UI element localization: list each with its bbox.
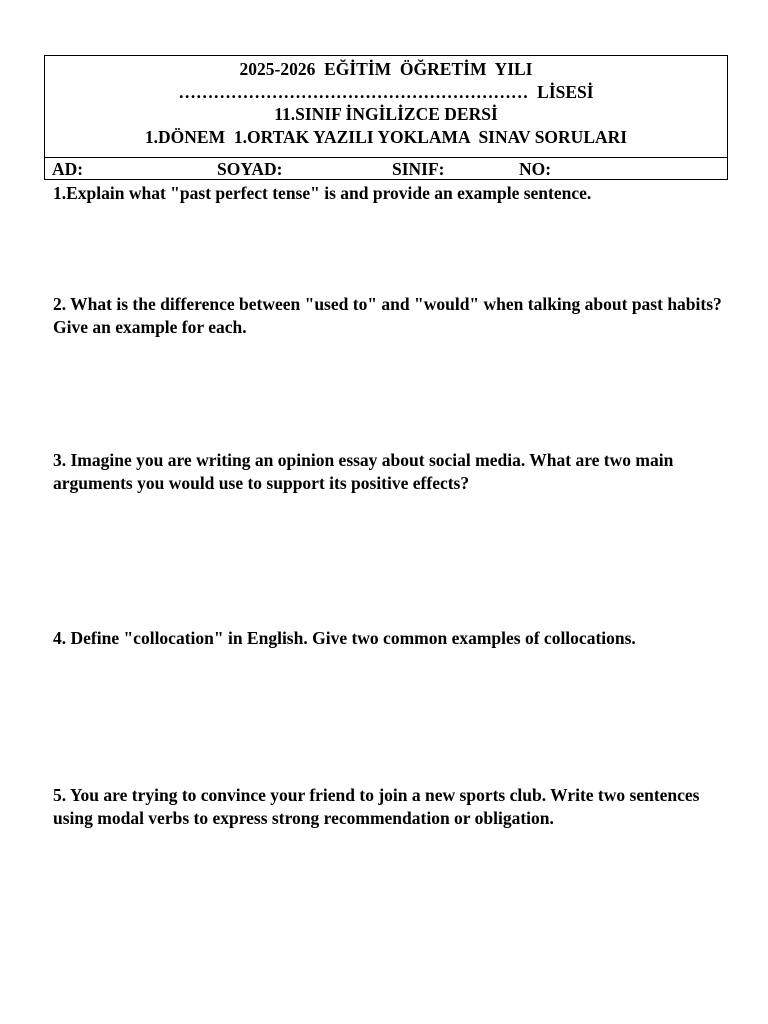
question-2: 2. What is the difference between "used to" and "would" when talking about past habits? Give an example for each. [53,294,722,337]
course-title: 11.SINIF İNGİLİZCE DERSİ [274,104,498,124]
surname-label: SOYAD: [217,159,283,179]
question-5: 5. You are trying to convince your friend to join a new sports club. Write two sentences using modal verbs to express strong recommendation or obligation. [53,785,700,828]
number-label: NO: [519,159,552,179]
academic-year-title: 2025-2026 EĞİTİM ÖĞRETİM YILI [239,59,533,79]
question-1: 1.Explain what "past perfect tense" is and provide an example sentence. [53,183,592,203]
exam-title-block [45,58,727,148]
school-name-line: …………………………………………………… LİSESİ [178,81,594,102]
class-label: SINIF: [392,159,445,179]
question-3: 3. Imagine you are writing an opinion essay about social media. What are two main arguments you would use to support its positive effects? [53,450,674,493]
student-info-row [45,157,727,180]
name-label: AD: [52,159,84,179]
question-4: 4. Define "collocation" in English. Give two common examples of collocations. [53,628,636,648]
exam-title: 1.DÖNEM 1.ORTAK YAZILI YOKLAMA SINAV SORULARI [144,126,628,147]
exam-header [44,55,728,180]
